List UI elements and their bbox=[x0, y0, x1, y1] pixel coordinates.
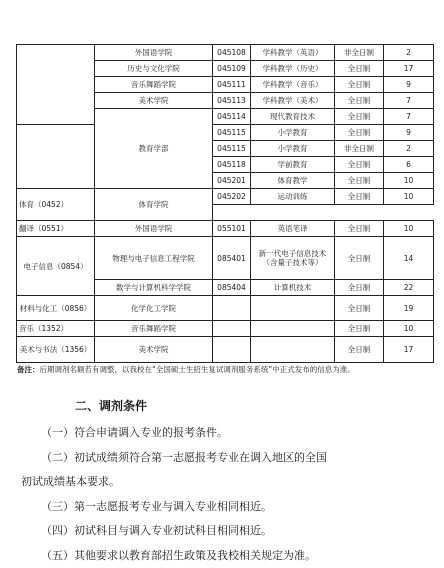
code-cell bbox=[213, 321, 251, 337]
condition-item-continuation: 初试成绩基本要求。 bbox=[21, 470, 431, 495]
condition-item: （二）初试成绩须符合第一志愿报考专业在调入地区的全国 bbox=[41, 446, 431, 471]
table-note bbox=[17, 362, 431, 377]
code-cell: 045115 bbox=[213, 141, 251, 157]
college-cell: 物理与电子信息工程学院 bbox=[95, 237, 213, 280]
condition-item: （五）其他要求以教育部招生政策及我校相关规定为准。 bbox=[41, 544, 431, 568]
table-row bbox=[17, 125, 434, 141]
condition-item: （四）初试科目与调入专业初试科目相同相近。 bbox=[41, 519, 431, 544]
count-cell: 7 bbox=[384, 93, 434, 109]
count-cell: 7 bbox=[384, 109, 434, 125]
code-cell: 085401 bbox=[213, 237, 251, 280]
count-cell: 2 bbox=[384, 45, 434, 61]
count-cell: 14 bbox=[384, 237, 434, 280]
major-cell: 学科教学（音乐） bbox=[251, 77, 335, 93]
major-cell: 新一代电子信息技术（含量子技术等） bbox=[251, 237, 335, 280]
major-cell bbox=[251, 321, 335, 337]
college-cell: 体育学院 bbox=[95, 189, 213, 221]
code-cell: 085404 bbox=[213, 280, 251, 296]
table-row bbox=[17, 321, 434, 337]
category-cell: 美术与书法（1356） bbox=[17, 337, 95, 363]
mode-cell: 全日制 bbox=[335, 109, 384, 125]
category-cell bbox=[17, 45, 95, 125]
college-cell: 历史与文化学院 bbox=[95, 61, 213, 77]
code-cell: 045108 bbox=[213, 45, 251, 61]
major-cell: 小学教育 bbox=[251, 125, 335, 141]
table-row bbox=[17, 45, 434, 61]
mode-cell: 全日制 bbox=[335, 93, 384, 109]
mode-cell: 全日制 bbox=[335, 296, 384, 321]
count-cell: 19 bbox=[384, 296, 434, 321]
mode-cell: 全日制 bbox=[335, 189, 384, 205]
category-cell: 体育（0452） bbox=[17, 189, 95, 221]
mode-cell: 全日制 bbox=[335, 337, 384, 363]
table-row bbox=[17, 296, 434, 321]
category-cell bbox=[17, 125, 95, 189]
college-cell: 美术学院 bbox=[95, 337, 213, 363]
mode-cell: 全日制 bbox=[335, 321, 384, 337]
note-label: 备注： bbox=[17, 365, 40, 374]
section-heading: 二、调剂条件 bbox=[75, 397, 431, 421]
major-cell: 计算机技术 bbox=[251, 280, 335, 296]
code-cell: 045111 bbox=[213, 77, 251, 93]
category-cell: 翻译（0551） bbox=[17, 221, 95, 237]
count-cell: 17 bbox=[384, 337, 434, 363]
table-row bbox=[17, 237, 434, 280]
college-cell: 外国语学院 bbox=[95, 221, 213, 237]
condition-item: （一）符合申请调入专业的报考条件。 bbox=[41, 421, 431, 446]
major-cell: 学科教学（美术） bbox=[251, 93, 335, 109]
table-row bbox=[17, 221, 434, 237]
table-row bbox=[17, 189, 434, 205]
count-cell: 10 bbox=[384, 321, 434, 337]
code-cell: 055101 bbox=[213, 221, 251, 237]
adjustment-quota-table bbox=[16, 44, 434, 363]
major-cell bbox=[251, 296, 335, 321]
major-cell bbox=[251, 337, 335, 363]
code-cell: 045114 bbox=[213, 109, 251, 125]
count-cell: 10 bbox=[384, 221, 434, 237]
code-cell bbox=[213, 296, 251, 321]
college-cell: 音乐舞蹈学院 bbox=[95, 321, 213, 337]
count-cell: 22 bbox=[384, 280, 434, 296]
category-cell: 材料与化工（0856） bbox=[17, 296, 95, 321]
college-cell: 音乐舞蹈学院 bbox=[95, 77, 213, 93]
conditions-section bbox=[41, 397, 431, 568]
major-cell: 现代教育技术 bbox=[251, 109, 335, 125]
code-cell: 045115 bbox=[213, 125, 251, 141]
major-cell: 学前教育 bbox=[251, 157, 335, 173]
mode-cell: 全日制 bbox=[335, 77, 384, 93]
code-cell: 045113 bbox=[213, 93, 251, 109]
mode-cell: 全日制 bbox=[335, 157, 384, 173]
code-cell bbox=[213, 337, 251, 363]
college-cell: 美术学院 bbox=[95, 93, 213, 109]
category-cell: 电子信息（0854） bbox=[17, 237, 95, 296]
mode-cell: 全日制 bbox=[335, 173, 384, 189]
mode-cell: 非全日制 bbox=[335, 45, 384, 61]
mode-cell: 非全日制 bbox=[335, 141, 384, 157]
major-cell: 体育教学 bbox=[251, 173, 335, 189]
mode-cell: 全日制 bbox=[335, 125, 384, 141]
mode-cell: 全日制 bbox=[335, 280, 384, 296]
code-cell: 045202 bbox=[213, 189, 251, 205]
count-cell: 2 bbox=[384, 141, 434, 157]
major-cell: 学科教学（历史） bbox=[251, 61, 335, 77]
major-cell: 小学教育 bbox=[251, 141, 335, 157]
count-cell: 9 bbox=[384, 77, 434, 93]
major-cell: 运动训练 bbox=[251, 189, 335, 205]
mode-cell: 全日制 bbox=[335, 61, 384, 77]
code-cell: 045201 bbox=[213, 173, 251, 189]
condition-item: （三）第一志愿报考专业与调入专业相同相近。 bbox=[41, 495, 431, 520]
note-text: 后期调剂名额若有调整，以我校在“全国硕士生招生复试调剂服务系统”中正式发布的信息为准。 bbox=[40, 365, 355, 374]
count-cell: 17 bbox=[384, 61, 434, 77]
count-cell: 10 bbox=[384, 189, 434, 205]
college-cell: 外国语学院 bbox=[95, 45, 213, 61]
count-cell: 9 bbox=[384, 125, 434, 141]
code-cell: 045109 bbox=[213, 61, 251, 77]
college-cell: 教育学部 bbox=[95, 109, 213, 189]
count-cell: 6 bbox=[384, 157, 434, 173]
college-cell: 数学与计算机科学学院 bbox=[95, 280, 213, 296]
major-cell: 英语笔译 bbox=[251, 221, 335, 237]
count-cell: 10 bbox=[384, 173, 434, 189]
code-cell: 045118 bbox=[213, 157, 251, 173]
category-cell: 音乐（1352） bbox=[17, 321, 95, 337]
table-row bbox=[17, 337, 434, 363]
college-cell: 化学化工学院 bbox=[95, 296, 213, 321]
mode-cell: 全日制 bbox=[335, 237, 384, 280]
major-cell: 学科教学（英语） bbox=[251, 45, 335, 61]
mode-cell: 全日制 bbox=[335, 221, 384, 237]
